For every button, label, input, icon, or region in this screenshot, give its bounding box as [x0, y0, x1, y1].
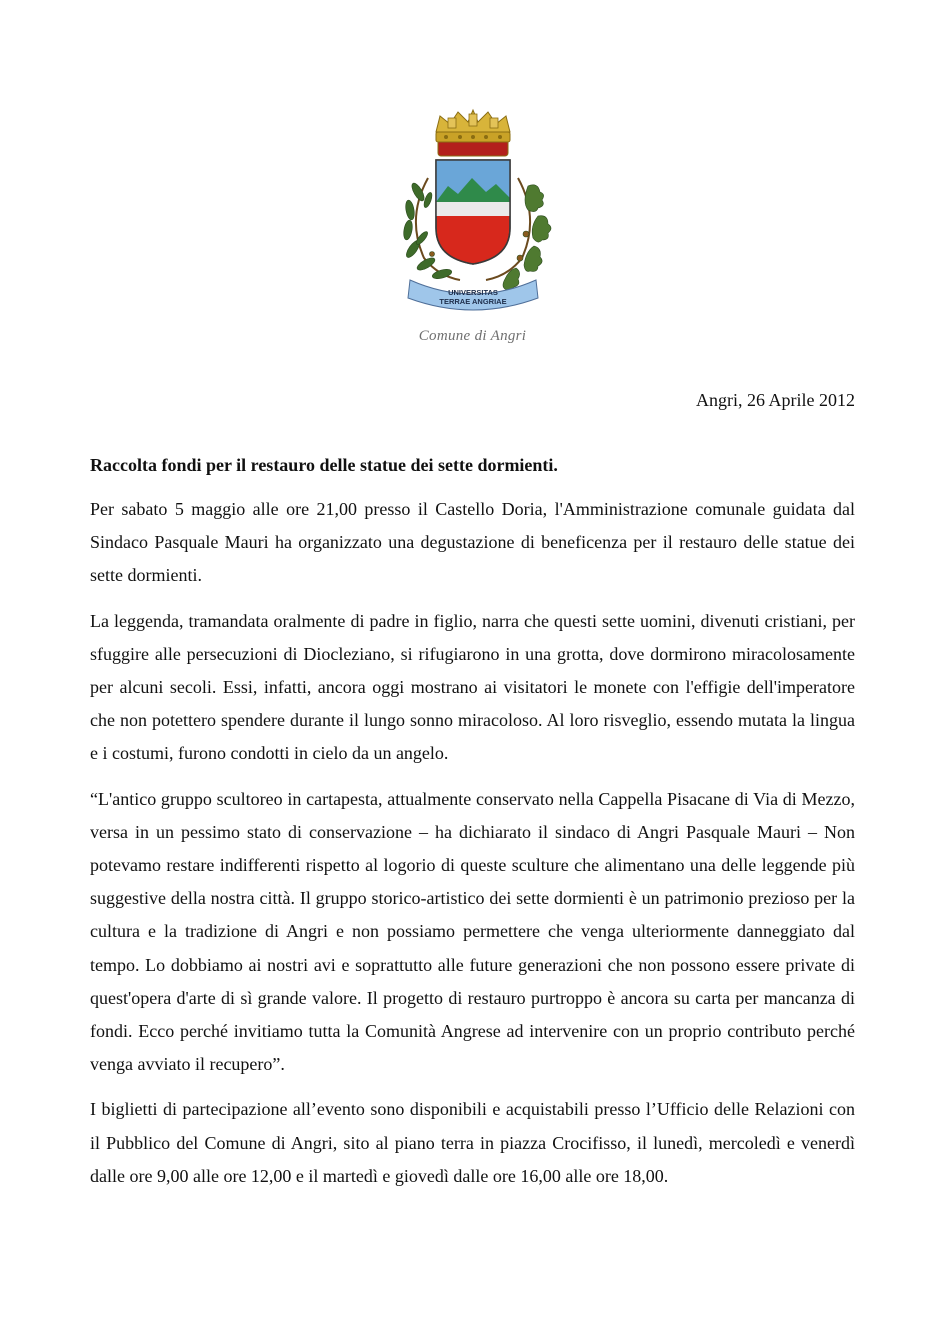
document-title: Raccolta fondi per il restauro delle statue dei sette dormienti.: [90, 455, 558, 475]
municipal-coat-of-arms: [388, 108, 558, 328]
paragraph: “L'antico gruppo scultoreo in cartapesta, attualmente conservato nella Cappella Pisacane di Via di Mezzo, versa in un pessimo stato di conservazione – ha dichiarato il sindaco di Angri Pasquale Mauri – Non potevamo restare indifferenti rispetto al logorio di queste sculture che alimentano una delle leggende più suggestive della nostra città. Il gruppo storico-artistico dei sette dormienti è un patrimonio prezioso per la cultura e la tradizione di Angri e non possiamo permettere che venga ulteriormente danneggiato dal tempo. Lo dobbiamo ai nostri avi e soprattutto alle future generazioni che non possono essere private di quest'opera d'arte di sì grande valore. Il progetto di restauro purtroppo è ancora su carta per mancanza di fondi. Ecco perché invitiamo tutta la Comunità Angrese ad intervenire con un proprio contributo perché venga avviato il recupero”.: [90, 788, 855, 1075]
document-body: [90, 452, 855, 1205]
shield-icon: [436, 160, 510, 264]
paragraph: La leggenda, tramandata oralmente di padre in figlio, narra che questi sette uomini, divenuti cristiani, per sfuggire alle persecuzioni di Diocleziano, si rifugiarono in una grotta, dove dormirono miracolosamente per alcuni secoli. Essi, infatti, ancora oggi mostrano ai visitatori le monete con l'effigie dell'imperatore che non potettero spendere durante il lungo sonno miracoloso. Al loro risveglio, essendo mutata la lingua e i costumi, furono condotti in cielo da un angelo.: [90, 610, 855, 764]
paragraph: Per sabato 5 maggio alle ore 21,00 presso il Castello Doria, l'Amministrazione comunale guidata dal Sindaco Pasquale Mauri ha organizzato una degustazione di beneficenza per il restauro delle statue dei sette dormienti.: [90, 499, 855, 586]
motto-line-2: TERRAE ANGRIAE: [439, 297, 507, 306]
crown-icon: [436, 110, 510, 156]
emblem-caption: Comune di Angri: [418, 328, 527, 344]
document-date: Angri, 26 Aprile 2012: [696, 390, 855, 410]
paragraph: I biglietti di partecipazione all’evento sono disponibili e acquistabili presso l’Ufficio delle Relazioni con il Pubblico del Comune di Angri, sito al piano terra in piazza Crocifisso, il lunedì, mercoledì e venerdì dalle ore 9,00 alle ore 12,00 e il martedì e giovedì dalle ore 16,00 alle ore 18,00.: [90, 1099, 855, 1186]
motto-line-1: UNIVERSITAS: [448, 288, 498, 297]
